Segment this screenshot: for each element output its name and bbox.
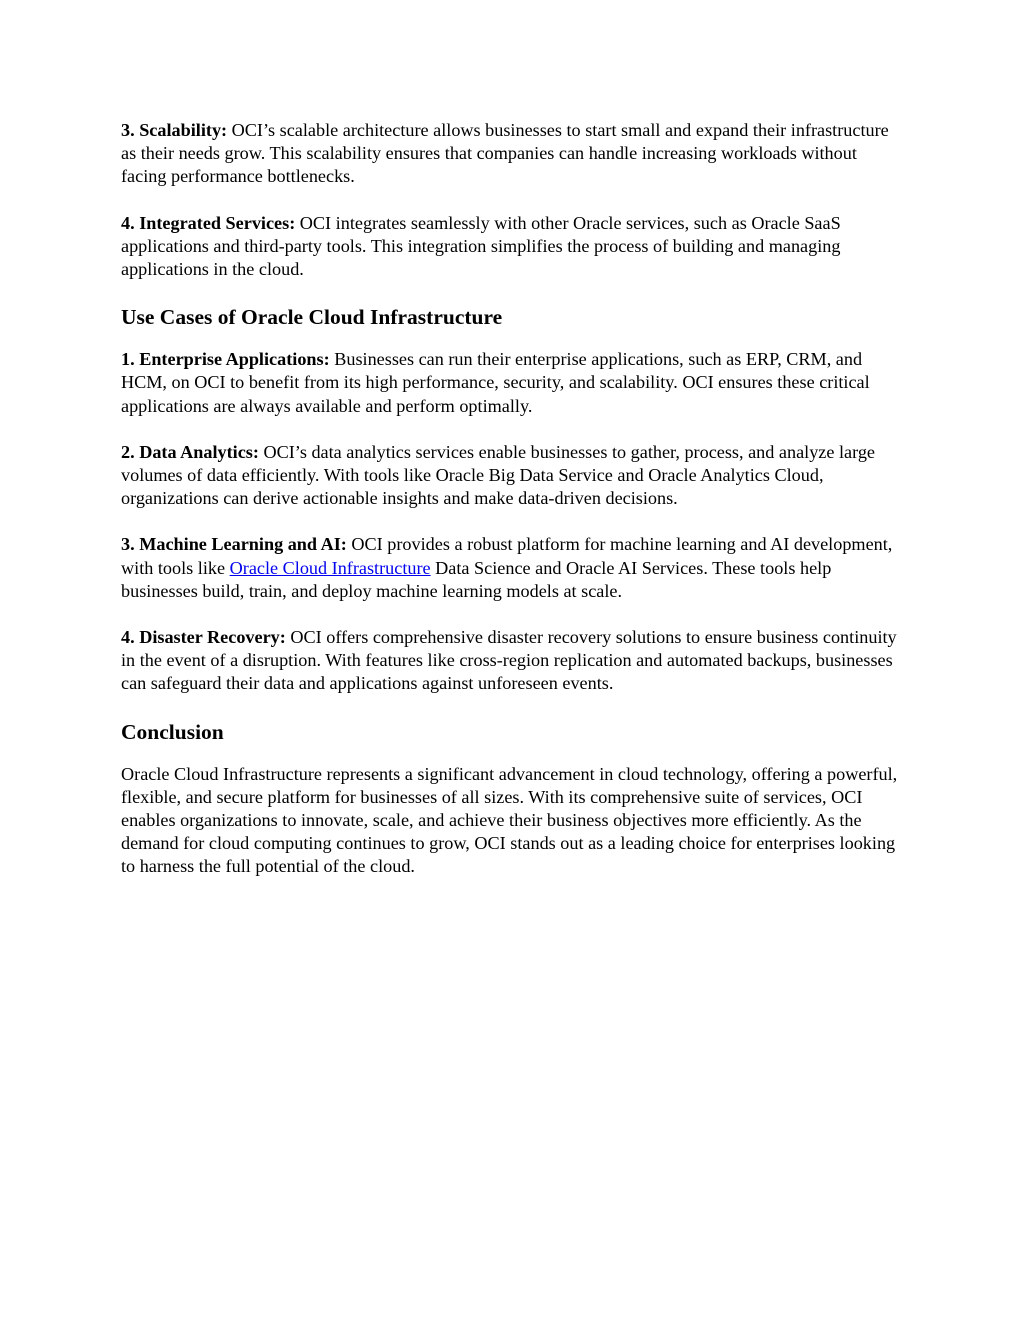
scalability-paragraph — [121, 119, 906, 189]
machine-learning-text-before: OCI provides a robust platform for machine learning and AI development, with tools like — [121, 534, 893, 578]
disaster-recovery-text: OCI offers comprehensive disaster recovery solutions to ensure business continuity in the event of a disruption. With features like cross-region replication and automated backups, businesses can safeguard their data and applications against unforeseen events. — [121, 627, 897, 694]
use-cases-heading: Use Cases of Oracle Cloud Infrastructure — [121, 305, 503, 330]
oracle-cloud-infrastructure-link[interactable]: Oracle Cloud Infrastructure — [229, 557, 431, 578]
disaster-recovery-label: 4. Disaster Recovery: — [121, 627, 286, 648]
integrated-services-label: 4. Integrated Services: — [121, 212, 296, 233]
conclusion-paragraph: Oracle Cloud Infrastructure represents a significant advancement in cloud technology, offering a powerful, flexible, and secure platform for businesses of all sizes. With its comprehensive suite of services, OCI enables organizations to innovate, scale, and achieve their business objectives more efficiently. As the demand for cloud computing continues to grow, OCI stands out as a leading choice for enterprises looking to harness the full potential of the cloud. — [121, 763, 898, 877]
machine-learning-paragraph — [121, 533, 906, 603]
data-analytics-paragraph — [121, 441, 906, 511]
data-analytics-text: OCI’s data analytics services enable businesses to gather, process, and analyze large volumes of data efficiently. With tools like Oracle Big Data Service and Oracle Analytics Cloud, organizations can derive actionable insights and make data-driven decisions. — [121, 441, 876, 509]
integrated-services-text: OCI integrates seamlessly with other Oracle services, such as Oracle SaaS applications and third-party tools. This integration simplifies the process of building and managing applications in the cloud. — [121, 212, 841, 280]
enterprise-applications-paragraph — [121, 348, 906, 418]
scalability-text: OCI’s scalable architecture allows businesses to start small and expand their infrastructure as their needs grow. This scalability ensures that companies can handle increasing workloads without facing performance bottlenecks. — [121, 120, 889, 187]
integrated-services-paragraph — [121, 212, 906, 282]
conclusion-heading: Conclusion — [121, 719, 224, 744]
disaster-recovery-paragraph — [121, 626, 906, 696]
enterprise-applications-text: Businesses can run their enterprise applications, such as ERP, CRM, and HCM, on OCI to benefit from its high performance, security, and scalability. OCI ensures these critical applications are always available and perform optimally. — [121, 349, 870, 416]
machine-learning-text-after: Data Science and Oracle AI Services. These tools help businesses build, train, and deploy machine learning models at scale. — [121, 557, 832, 601]
data-analytics-label: 2. Data Analytics: — [121, 441, 259, 462]
enterprise-applications-label: 1. Enterprise Applications: — [121, 349, 330, 370]
document-page — [121, 119, 906, 902]
machine-learning-label: 3. Machine Learning and AI: — [121, 534, 347, 555]
scalability-label: 3. Scalability: — [121, 120, 228, 140]
